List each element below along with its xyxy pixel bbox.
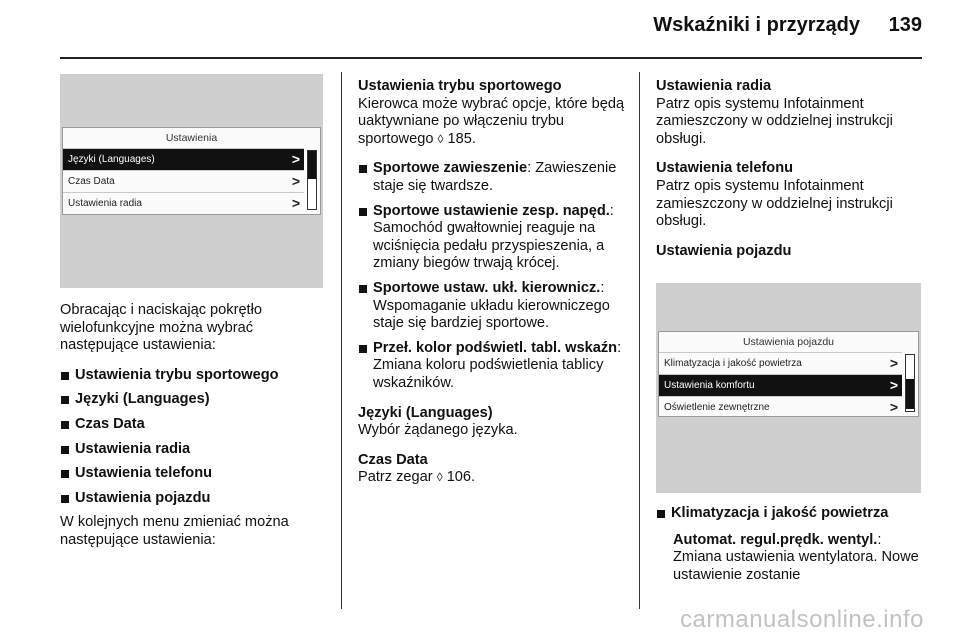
lcd-row bbox=[659, 374, 902, 396]
item-text: Samochód gwałtowniej reaguje na wciśnięcia pedału przyspieszenia, a zmiany biegów trwają krócej. bbox=[373, 220, 605, 272]
header-divider bbox=[60, 57, 922, 59]
column-divider bbox=[639, 72, 640, 609]
item-label: Automat. regul.prędk. wentyl. bbox=[673, 531, 878, 548]
column-3-lower-text bbox=[656, 505, 922, 584]
lcd-row bbox=[63, 170, 304, 192]
list-item: Klimatyzacja i jakość powietrza bbox=[656, 505, 922, 523]
settings-lcd bbox=[62, 127, 321, 215]
list-item: Ustawienia radia bbox=[60, 441, 330, 459]
lcd-row-label: Ustawienia radia bbox=[68, 198, 142, 209]
scrollbar-thumb bbox=[906, 379, 914, 409]
column-divider bbox=[341, 72, 342, 609]
item-sep: : bbox=[609, 202, 614, 219]
chevron-right-icon: > bbox=[889, 355, 898, 371]
lcd-row bbox=[63, 192, 304, 214]
section-heading: Ustawienia trybu sportowego bbox=[358, 78, 562, 94]
list-item bbox=[358, 280, 630, 333]
column-1-text bbox=[60, 302, 330, 562]
lcd-row-label: Języki (Languages) bbox=[68, 154, 155, 165]
section-heading: Ustawienia pojazdu bbox=[656, 242, 792, 259]
sub-item bbox=[656, 532, 922, 585]
item-text: Wspomaganie układu kierowniczego staje się bardziej sportowe. bbox=[373, 297, 610, 332]
section-text: Kierowca może wybrać opcje, które będą uaktywniane po włączeniu trybu sportowego bbox=[358, 95, 625, 147]
list-item: Języki (Languages) bbox=[60, 391, 330, 409]
item-label: Przeł. kolor podświetl. tabl. wskaźn bbox=[373, 339, 618, 356]
item-label: Sportowe ustawienie zesp. napęd. bbox=[373, 202, 610, 219]
chevron-right-icon: > bbox=[889, 377, 898, 393]
list-item: Ustawienia telefonu bbox=[60, 465, 330, 483]
intro-text: Obracając i naciskając pokrętło wielofunkcyjne można wybrać następujące ustawienia: bbox=[60, 302, 262, 354]
list-item bbox=[358, 340, 630, 393]
settings-screen-image bbox=[60, 74, 323, 288]
section-text: Patrz opis systemu Infotainment zamieszczony w oddzielnej instrukcji obsługi. bbox=[656, 95, 893, 147]
item-sep: : bbox=[600, 279, 605, 296]
item-sep: : bbox=[617, 339, 622, 356]
column-3-text bbox=[656, 78, 922, 272]
scrollbar-thumb bbox=[308, 151, 316, 179]
list-item: Ustawienia pojazdu bbox=[60, 490, 330, 508]
lcd-title: Ustawienia pojazdu bbox=[742, 336, 835, 348]
section-heading: Ustawienia radia bbox=[656, 78, 772, 94]
lcd-row-label: Ustawienia komfortu bbox=[664, 380, 755, 391]
column-2-text bbox=[358, 78, 630, 499]
list-item: Ustawienia trybu sportowego bbox=[60, 367, 330, 385]
vehicle-settings-screen-image bbox=[656, 283, 921, 493]
list-item bbox=[358, 160, 630, 195]
item-text: Zawieszenie staje się twardsze. bbox=[373, 160, 617, 194]
page-title: Wskaźniki i przyrządy bbox=[653, 14, 860, 36]
lcd-row-label: Klimatyzacja i jakość powietrza bbox=[664, 358, 802, 369]
item-sep: : bbox=[877, 531, 882, 548]
chevron-right-icon: > bbox=[291, 151, 300, 167]
item-label: Sportowe ustaw. ukł. kierownicz. bbox=[373, 279, 601, 296]
page-number: 139 bbox=[888, 14, 922, 36]
item-text: Zmiana ustawienia wentylatora. Nowe ustawienie zostanie bbox=[673, 549, 919, 583]
list-item: Czas Data bbox=[60, 416, 330, 434]
lcd-row bbox=[659, 352, 902, 374]
watermark: carmanualsonline.info bbox=[680, 606, 924, 633]
lcd-row bbox=[659, 396, 902, 418]
section-text: Wybór żądanego języka. bbox=[358, 422, 518, 439]
outro-text: W kolejnych menu zmieniać można następujące ustawienia: bbox=[60, 514, 289, 548]
item-text: Zmiana koloru podświetlenia tablicy wskaźników. bbox=[373, 357, 604, 391]
page-ref: 106. bbox=[446, 469, 476, 486]
item-label: Sportowe zawieszenie bbox=[373, 160, 528, 177]
lcd-row-label: Oświetlenie zewnętrzne bbox=[664, 402, 770, 413]
lcd-title: Ustawienia bbox=[165, 132, 218, 144]
chevron-right-icon: > bbox=[291, 173, 300, 189]
page-ref-icon: ◊ bbox=[436, 470, 443, 485]
item-sep: : bbox=[527, 160, 532, 177]
section-heading: Języki (Languages) bbox=[358, 404, 493, 421]
list-item bbox=[358, 203, 630, 273]
chevron-right-icon: > bbox=[889, 399, 898, 415]
page-ref-icon: ◊ bbox=[437, 131, 444, 146]
vehicle-settings-lcd bbox=[658, 331, 919, 417]
scrollbar bbox=[307, 150, 317, 210]
chevron-right-icon: > bbox=[291, 195, 300, 211]
section-heading: Czas Data bbox=[358, 451, 428, 468]
page-ref: 185. bbox=[447, 130, 476, 147]
scrollbar bbox=[905, 354, 915, 412]
section-heading: Ustawienia telefonu bbox=[656, 160, 794, 177]
lcd-row-label: Czas Data bbox=[68, 176, 115, 187]
lcd-row bbox=[63, 148, 304, 170]
section-text: Patrz zegar bbox=[358, 469, 433, 486]
section-text: Patrz opis systemu Infotainment zamieszczony w oddzielnej instrukcji obsługi. bbox=[656, 177, 893, 230]
